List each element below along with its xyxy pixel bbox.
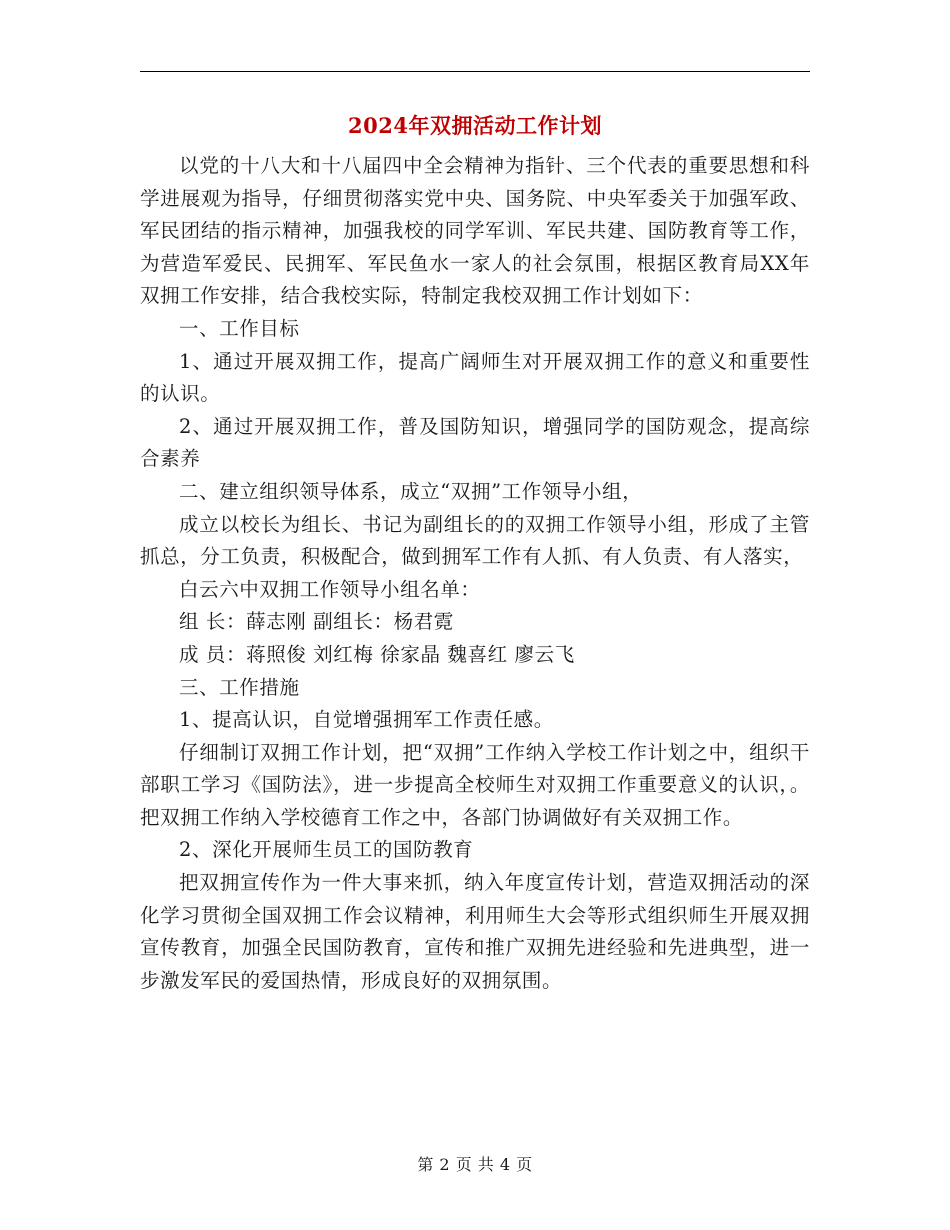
paragraph-goal-2: 2、通过开展双拥工作，普及国防知识，增强同学的国防观念，提高综合素养 [140,414,810,471]
heading-measures: 三、工作措施 [179,675,300,699]
document-title: 2024年双拥活动工作计划 [348,113,602,138]
heading-measure-1: 1、提高认识，自觉增强拥军工作责任感。 [179,708,554,732]
heading-measure-2: 2、深化开展师生员工的国防教育 [179,838,474,862]
document-body [140,150,810,997]
paragraph-measure-2: 把双拥宣传作为一件大事来抓，纳入年度宣传计划，营造双拥活动的深化学习贯彻全国双拥工作会议精神，利用师生大会等形式组织师生开展双拥宣传教育，加强全民国防教育，宣传和推广双拥先进经验和先进典型，进一步激发军民的爱国热情，形成良好的双拥氛围。 [140,871,810,992]
header-rule [140,71,810,72]
paragraph-goal-1: 1、通过开展双拥工作，提高广阔师生对开展双拥工作的意义和重要性的认识。 [140,349,810,406]
paragraph-member-list-title: 白云六中双拥工作领导小组名单： [179,577,481,601]
heading-work-goals: 一、工作目标 [179,316,300,340]
paragraph-measure-1: 仔细制订双拥工作计划，把“双拥”工作纳入学校工作计划之中，组织干部职工学习《国防法》，进一步提高全校师生对双拥工作重要意义的认识，。把双拥工作纳入学校德育工作之中，各部门协调做好有关双拥工作。 [140,740,810,829]
paragraph-organization: 成立以校长为组长、书记为副组长的的双拥工作领导小组，形成了主管抓总，分工负责，积极配合，做到拥军工作有人抓、有人负责、有人落实， [140,512,810,569]
paragraph-leaders: 组 长：薛志刚 副组长：杨君霓 [179,610,454,634]
paragraph-members: 成 员：蒋照俊 刘红梅 徐家晶 魏喜红 廖云飞 [179,642,575,666]
paragraph-intro: 以党的十八大和十八届四中全会精神为指针、三个代表的重要思想和科学进展观为指导，仔细贯彻落实党中央、国务院、中央军委关于加强军政、军民团结的指示精神，加强我校的同学军训、军民共建、国防教育等工作，为营造军爱民、民拥军、军民鱼水一家人的社会氛围，根据区教育局XX年双拥工作安排，结合我校实际，特制定我校双拥工作计划如下： [140,154,810,308]
page-number-footer: 第 2 页 共 4 页 [417,1155,533,1174]
heading-organization: 二、建立组织领导体系，成立“双拥”工作领导小组， [179,479,643,503]
